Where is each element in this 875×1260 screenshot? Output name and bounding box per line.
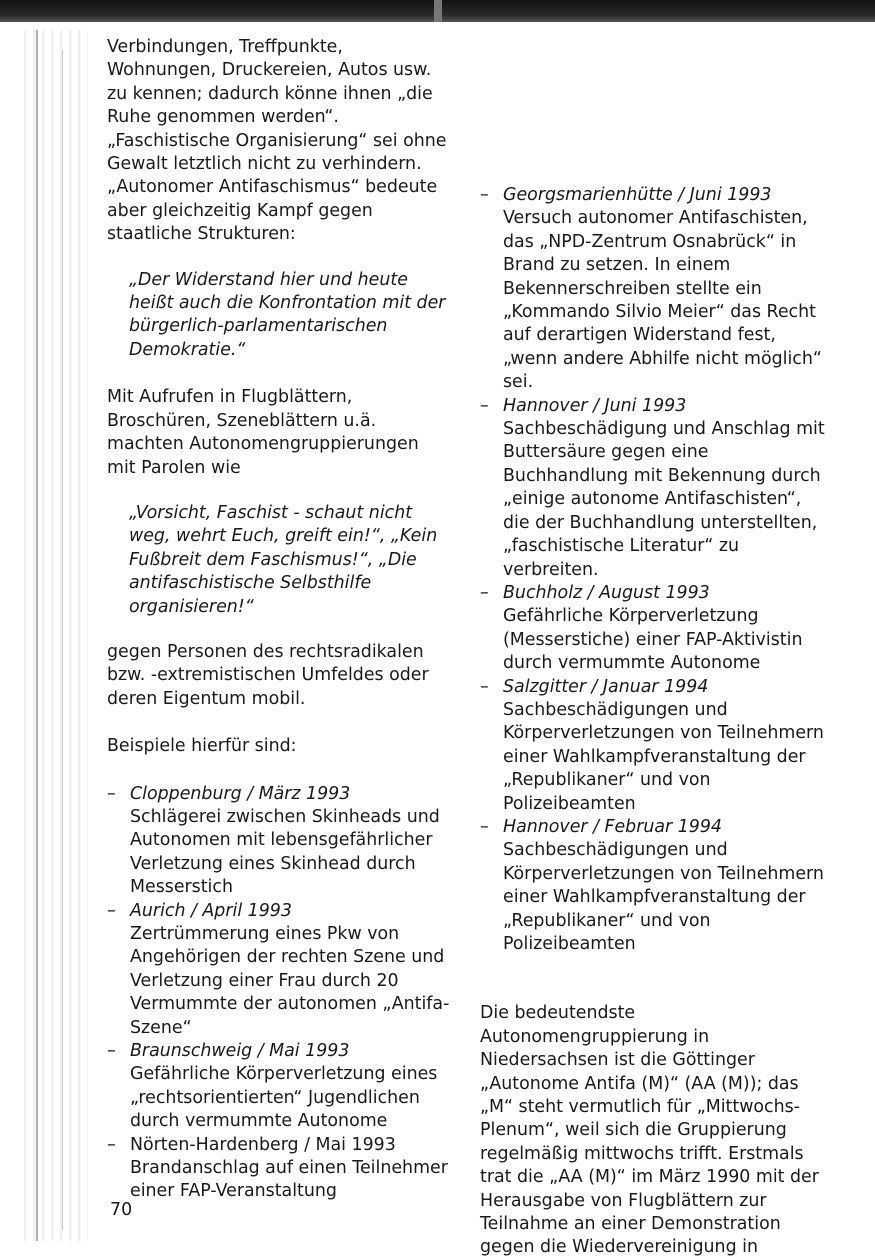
dash-bullet: – (107, 1041, 116, 1062)
list-item (107, 1134, 452, 1204)
dash-bullet: – (107, 783, 116, 804)
example-list (107, 783, 452, 1204)
quote-block: „Vorsicht, Faschist - schaut nicht weg, wehrt Euch, greift ein!“, „Kein Fußbreit dem Faschismus!“, „Die antifaschistische Selbsthilfe organisieren!“ (129, 502, 438, 617)
item-body: Gefährliche Körperverletzung eines „rechtsorientierten“ Jugendlichen durch vermummte Autonome (130, 1064, 438, 1132)
dash-bullet: – (107, 1134, 116, 1155)
item-body: Sachbeschädigungen und Körperverletzungen von Teilnehmern einer Wahlkampfveranstaltung der „Republikaner“ und von Polizeibeamten (503, 840, 824, 954)
page-number: 70 (110, 1200, 133, 1220)
intro-paragraph: Verbindungen, Treffpunkte, Wohnungen, Druckereien, Autos usw. zu kennen; dadurch könne ihnen „die Ruhe genommen werden“. „Faschistische Organisierung“ sei ohne Gewalt letztlich nicht zu verhindern. „Autonomer Antifaschismus“ bedeute aber gleichzeitig Kampf gegen staatliche Strukturen: (107, 37, 447, 245)
item-body: Versuch autonomer Antifaschisten, das „NPD-Zentrum Osnabrück“ in Brand zu setzen. In einem Bekennerschreiben stellte ein „Kommando Silvio Meier“ das Recht auf derartigen Widerstand fest, „wenn andere Abhilfe nicht möglich“ sei. (503, 208, 822, 393)
item-body: Zertrümmerung eines Pkw von Angehörigen der rechten Szene und Verletzung einer Frau durch 20 Vermummte der autonomen „Antifa-Szene“ (130, 924, 450, 1038)
item-heading: Salzgitter / Januar 1994 (503, 676, 709, 697)
dash-bullet: – (480, 676, 489, 697)
list-item (107, 900, 452, 1040)
paragraph: Beispiele hierfür sind: (107, 736, 297, 757)
list-item (480, 676, 825, 816)
scan-top-gap (434, 0, 442, 22)
binding-line (36, 30, 38, 1241)
binding-line (62, 50, 63, 1230)
dash-bullet: – (480, 395, 489, 416)
list-item (107, 1040, 452, 1134)
item-heading: Hannover / Februar 1994 (503, 816, 722, 837)
item-body: Brandanschlag auf einen Teilnehmer einer FAP-Veranstaltung (130, 1158, 448, 1202)
example-list (480, 184, 825, 956)
item-heading: Aurich / April 1993 (130, 900, 292, 921)
right-column (480, 184, 825, 1260)
item-body: Sachbeschädigung und Anschlag mit Buttersäure gegen eine Buchhandlung mit Bekennung durch „einige autonome Antifaschisten“, die der Buchhandlung unterstellten, „faschistische Literatur“ zu verbreiten. (503, 419, 825, 580)
item-heading: Braunschweig / Mai 1993 (130, 1041, 350, 1062)
dash-bullet: – (107, 900, 116, 921)
scan-top-edge (0, 0, 875, 22)
list-item (480, 816, 825, 956)
list-item (107, 783, 452, 900)
paragraph: gegen Personen des rechtsradikalen bzw. -extremistischen Umfeldes oder deren Eigentum mobil. (107, 641, 429, 709)
dash-bullet: – (480, 582, 489, 603)
item-heading: Nörten-Hardenberg / Mai 1993 (130, 1134, 396, 1155)
left-column (107, 36, 452, 1204)
item-body: Schlägerei zwischen Skinheads und Autonomen mit lebensgefährlicher Verletzung eines Skinhead durch Messerstich (130, 806, 440, 898)
item-body: Sachbeschädigungen und Körperverletzungen von Teilnehmern einer Wahlkampfveranstaltung der „Republikaner“ und von Polizeibeamten (503, 699, 824, 814)
closing-paragraph: Die bedeutendste Autonomengruppierung in Niedersachsen ist die Göttinger „Autonome Antifa (M)“ (AA (M)); das „M“ steht vermutlich für „Mittwochs-Plenum“, weil sich die Gruppierung regelmäßig mittwochs trifft. Erstmals trat die „AA (M)“ im März 1990 mit der Herausgabe von Flugblättern zur Teilnahme an einer Demonstration gegen die Wiedervereinigung in (480, 1003, 819, 1258)
scan-binding-shadow (18, 30, 88, 1241)
item-heading: Cloppenburg / März 1993 (130, 783, 351, 804)
dash-bullet: – (480, 185, 489, 205)
paragraph: Mit Aufrufen in Flugblättern, Broschüren, Szeneblättern u.ä. machten Autonomengruppierungen mit Parolen wie (107, 387, 419, 478)
quote-block: „Der Widerstand hier und heute heißt auch die Konfrontation mit der bürgerlich-parlamentarischen Demokratie.“ (129, 269, 446, 360)
item-heading: Hannover / Juni 1993 (503, 395, 687, 416)
list-item (480, 395, 825, 582)
item-heading: Georgsmarienhütte / Juni 1993 (503, 185, 772, 205)
list-item (480, 582, 825, 676)
dash-bullet: – (480, 816, 489, 837)
item-heading: Buchholz / August 1993 (503, 582, 710, 603)
list-item (480, 184, 825, 395)
item-body: Gefährliche Körperverletzung (Messerstiche) einer FAP-Aktivistin durch vermummte Autonome (503, 606, 803, 674)
